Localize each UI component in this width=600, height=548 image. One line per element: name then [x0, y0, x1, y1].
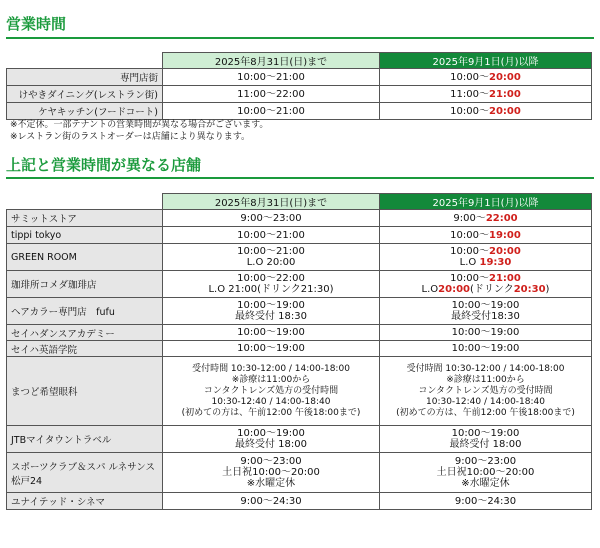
hours-line: 10:00～19:00 — [237, 428, 305, 439]
hours-line: 10:00～19:00 — [451, 343, 520, 354]
hours-line — [384, 257, 587, 268]
hours-line: 土日祝10:00～20:00 — [436, 467, 535, 478]
store-name: JTBマイタウントラベル — [7, 426, 163, 453]
hours-before — [163, 357, 380, 426]
area-name: けやきダイニング(レストラン街) — [7, 86, 163, 103]
store-name: セイハダンスアカデミー — [7, 325, 163, 341]
hours-after-close: 20:00 — [488, 105, 521, 117]
hours-before — [163, 341, 380, 357]
hours-after-open: 10:00～ — [450, 105, 489, 117]
hours-text: ) — [545, 284, 550, 295]
changed-time: 20:00 — [488, 246, 521, 257]
table-row — [7, 227, 592, 244]
hours-line — [384, 213, 587, 224]
hours-line: 10:00～19:00 — [237, 327, 305, 338]
hours-after — [380, 426, 592, 453]
hours-before — [163, 426, 380, 453]
hours-after-close: 20:00 — [488, 71, 521, 83]
table-row — [7, 298, 592, 325]
hours-after — [380, 453, 592, 493]
changed-time: 19:30 — [479, 257, 512, 268]
table-row — [7, 426, 592, 453]
hours-line: コンタクトレンズ処方の受付時間 — [418, 385, 553, 396]
hours-line: 受付時間 10:30-12:00 / 14:00-18:00 — [192, 363, 350, 374]
hours-line: コンタクトレンズ処方の受付時間 — [203, 385, 339, 396]
hours-after-open: 11:00～ — [450, 88, 489, 100]
store-name: 珈琲所コメダ珈琲店 — [7, 271, 163, 298]
business-hours-table — [6, 52, 592, 120]
header-after: 2025年9月1日(月)以降 — [380, 53, 592, 69]
hours-line: 10:00～19:00 — [451, 428, 520, 439]
hours-before — [163, 271, 380, 298]
hours-before — [163, 244, 380, 271]
table-row — [7, 244, 592, 271]
note: ※レストラン街のラストオーダーは店舗により異なります。 — [10, 132, 251, 142]
header-before: 2025年8月31日(日)まで — [163, 194, 380, 210]
hours-line: 9:00～23:00 — [240, 212, 302, 224]
hours-line: (初めての方は、午前12:00 午後18:00まで) — [396, 407, 575, 418]
hours-after — [380, 86, 592, 103]
hours-before — [163, 493, 380, 510]
hours-before — [163, 210, 380, 227]
hours-text: 10:00～ — [450, 246, 489, 257]
changed-time: 20:00 — [438, 284, 470, 295]
changed-time: 19:00 — [488, 229, 521, 241]
hours-line — [384, 246, 587, 257]
table-row — [7, 271, 592, 298]
hours-after — [380, 298, 592, 325]
hours-line: L.O 20:00 — [246, 257, 296, 268]
hours-after — [380, 271, 592, 298]
hours-line: ※診療は11:00から — [231, 374, 311, 385]
section1-rule — [6, 37, 594, 39]
hours-text: L.O — [421, 284, 439, 295]
hours-after — [380, 103, 592, 120]
hours-line: (初めての方は、午前12:00 午後18:00まで) — [181, 407, 361, 418]
hours-line: L.O 21:00(ドリンク21:30) — [208, 284, 334, 295]
store-name: GREEN ROOM — [7, 244, 163, 271]
table-row — [7, 86, 592, 103]
hours-after — [380, 325, 592, 341]
hours-text: 10:00～ — [450, 273, 489, 284]
store-name: セイハ英語学院 — [7, 341, 163, 357]
header-blank — [7, 194, 163, 210]
hours-after-open: 10:00～ — [450, 71, 489, 83]
header-before: 2025年8月31日(日)まで — [163, 53, 380, 69]
table-row — [7, 103, 592, 120]
hours-line: 最終受付 18:00 — [449, 439, 522, 450]
hours-line: 10:00～19:00 — [451, 300, 520, 311]
hours-line: 10:00～21:00 — [237, 246, 305, 257]
hours-after — [380, 227, 592, 244]
hours-line — [384, 230, 587, 241]
store-name: まつど希望眼科 — [7, 357, 163, 426]
section2-heading: 上記と営業時間が異なる店舗 — [6, 156, 202, 174]
hours-line: 9:00～23:00 — [240, 456, 302, 467]
hours-line — [384, 284, 587, 295]
hours-line: 9:00～23:00 — [454, 456, 517, 467]
hours-line: 10:00～19:00 — [237, 300, 305, 311]
store-name: ヘアカラー専門店 fufu — [7, 298, 163, 325]
hours-text: 10:00～ — [450, 229, 489, 241]
hours-after — [380, 244, 592, 271]
hours-after — [380, 210, 592, 227]
hours-after — [380, 341, 592, 357]
note: ※不定休。一部テナントの営業時間が異なる場合がございます。 — [10, 120, 269, 130]
table-row — [7, 341, 592, 357]
section1-heading: 営業時間 — [6, 15, 67, 33]
hours-text: 9:00～ — [453, 212, 486, 224]
section2-rule — [6, 177, 594, 179]
store-name: サミットストア — [7, 210, 163, 227]
hours-line: 10:30-12:40 / 14:00-18:40 — [211, 396, 331, 407]
hours-before: 10:00～21:00 — [163, 103, 380, 120]
table-row — [7, 453, 592, 493]
hours-line: 受付時間 10:30-12:00 / 14:00-18:00 — [406, 363, 565, 374]
store-name: tippi tokyo — [7, 227, 163, 244]
hours-line: 最終受付18:30 — [451, 311, 520, 322]
hours-line: ※診療は11:00から — [446, 374, 525, 385]
hours-text: (ドリンク — [470, 284, 514, 295]
hours-line: 10:00～22:00 — [237, 273, 305, 284]
hours-line: 9:00～24:30 — [240, 495, 302, 507]
area-name: ケヤキッチン(フードコート) — [7, 103, 163, 120]
hours-before: 11:00～22:00 — [163, 86, 380, 103]
hours-before — [163, 227, 380, 244]
hours-line: 土日祝10:00～20:00 — [222, 467, 320, 478]
hours-line: ※水曜定休 — [461, 478, 510, 489]
hours-line: 10:00～19:00 — [451, 327, 520, 338]
header-after: 2025年9月1日(月)以降 — [380, 194, 592, 210]
hours-before — [163, 298, 380, 325]
table-row — [7, 69, 592, 86]
notes — [10, 119, 268, 143]
hours-after — [380, 493, 592, 510]
hours-after — [380, 357, 592, 426]
hours-text: L.O — [459, 257, 480, 268]
area-name: 専門店街 — [7, 69, 163, 86]
hours-line: ※水曜定休 — [246, 478, 296, 489]
hours-line: 10:00～21:00 — [237, 229, 305, 241]
hours-line: 最終受付 18:00 — [235, 439, 307, 450]
hours-after-close: 21:00 — [488, 88, 521, 100]
hours-line: 最終受付 18:30 — [235, 311, 307, 322]
hours-after — [380, 69, 592, 86]
table-row — [7, 210, 592, 227]
hours-line: 10:00～19:00 — [237, 343, 305, 354]
table-row — [7, 325, 592, 341]
store-name: ユナイテッド・シネマ — [7, 493, 163, 510]
changed-time: 21:00 — [488, 273, 521, 284]
hours-before — [163, 453, 380, 493]
hours-before — [163, 325, 380, 341]
table-row — [7, 493, 592, 510]
header-blank — [7, 53, 163, 69]
store-name: スポーツクラブ＆スパ ルネサンス松戸24 — [7, 453, 163, 493]
stores-table — [6, 193, 592, 510]
changed-time: 20:30 — [513, 284, 546, 295]
hours-line: 10:30-12:40 / 14:00-18:40 — [426, 396, 545, 407]
table-row — [7, 357, 592, 426]
changed-time: 22:00 — [485, 212, 518, 224]
hours-line: 9:00～24:30 — [454, 495, 517, 507]
hours-line — [384, 273, 587, 284]
hours-before: 10:00～21:00 — [163, 69, 380, 86]
